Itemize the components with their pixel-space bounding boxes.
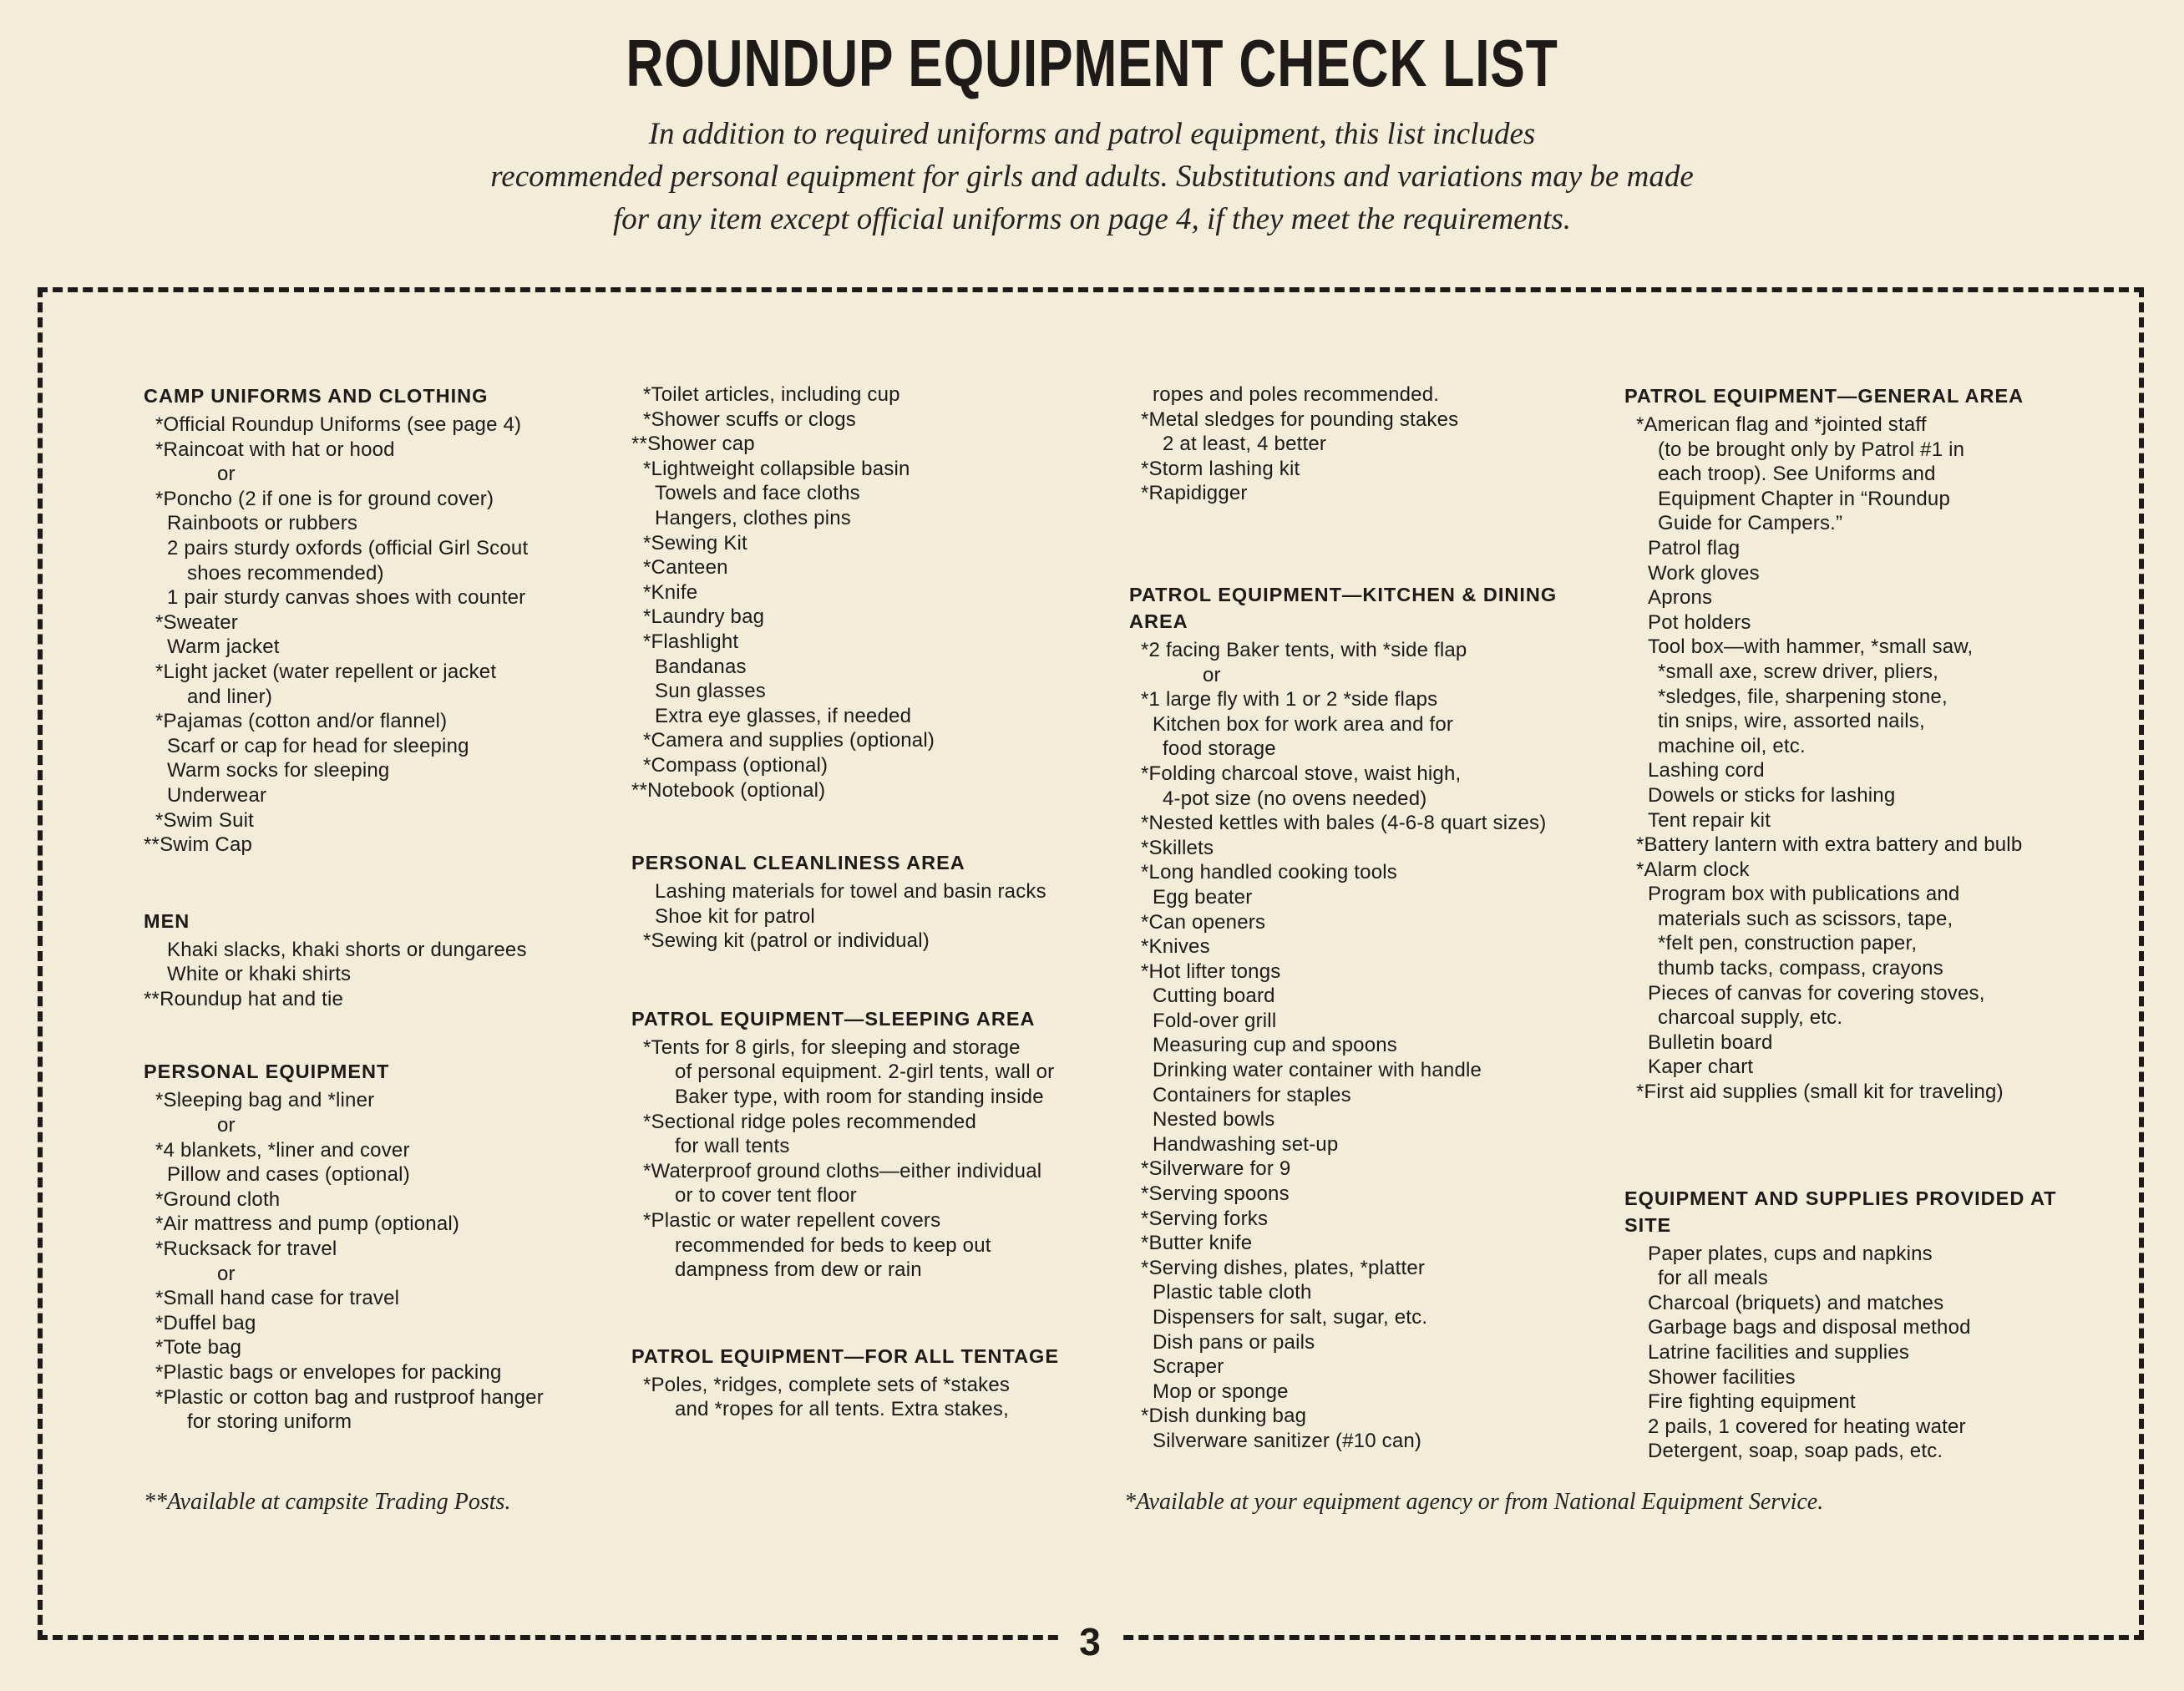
checklist-item: *Poncho (2 if one is for ground cover) (155, 487, 494, 510)
checklist-item: Aprons (1648, 586, 1713, 610)
checklist-item: Dish pans or pails (1153, 1330, 1315, 1354)
checklist-item: *Ground cloth (155, 1187, 281, 1211)
checklist-item: charcoal supply, etc. (1658, 1006, 1843, 1030)
checklist-item: *Silverware for 9 (1141, 1157, 1291, 1181)
checklist-item: Baker type, with room for standing inside (675, 1086, 1044, 1109)
checklist-item: Sun glasses (655, 680, 766, 703)
checklist-item: Bandanas (655, 655, 747, 678)
checklist-item: materials such as scissors, tape, (1658, 907, 1953, 930)
checklist-item: or (1203, 663, 1221, 686)
checklist-item: *Sweater (155, 610, 238, 634)
checklist-item: machine oil, etc. (1658, 734, 1806, 757)
checklist-item: 2 pails, 1 covered for heating water (1648, 1415, 1966, 1438)
section-heading: PATROL EQUIPMENT—GENERAL AREA (1624, 385, 2024, 407)
checklist-item: or (217, 1114, 236, 1137)
checklist-section (1624, 382, 2092, 1105)
checklist-item: of personal equipment. 2-girl tents, wall or (675, 1061, 1055, 1084)
column-1 (144, 382, 628, 1475)
checklist-section (631, 1005, 1107, 1283)
checklist-item: *Serving spoons (1141, 1182, 1290, 1206)
checklist-item: *small axe, screw driver, pliers, (1658, 660, 1939, 683)
section-heading: PATROL EQUIPMENT—KITCHEN & DINING AREA (1129, 583, 1558, 632)
checklist-item: *Shower scuffs or clogs (643, 408, 856, 431)
checklist-item: dampness from dew or rain (675, 1258, 922, 1282)
checklist-item: Lashing cord (1648, 759, 1765, 782)
checklist-item: *Canteen (643, 556, 728, 580)
checklist-item: *Flashlight (643, 630, 739, 653)
checklist-item: shoes recommended) (187, 561, 384, 585)
checklist-item: *Duffel bag (155, 1311, 256, 1334)
checklist-item: Containers for staples (1153, 1083, 1351, 1106)
checklist-item: Charcoal (briquets) and matches (1648, 1291, 1944, 1314)
checklist-item: Rainboots or rubbers (167, 512, 358, 535)
checklist-item: and liner) (187, 685, 273, 708)
checklist-item: *Compass (optional) (643, 753, 829, 777)
checklist-item: *Camera and supplies (optional) (643, 729, 935, 752)
checklist-item: Measuring cup and spoons (1153, 1034, 1397, 1057)
checklist-item: Drinking water container with handle (1153, 1059, 1482, 1082)
checklist-item: **Shower cap (631, 433, 755, 456)
checklist-item: 2 at least, 4 better (1163, 433, 1327, 456)
checklist-item: for storing uniform (187, 1410, 352, 1434)
checklist-item: *Small hand case for travel (155, 1287, 400, 1310)
checklist-item: 1 pair sturdy canvas shoes with counter (167, 586, 526, 610)
checklist-item: **Notebook (optional) (631, 778, 826, 802)
section-heading: CAMP UNIFORMS AND CLOTHING (144, 385, 489, 407)
checklist-item: *Hot lifter tongs (1141, 959, 1281, 983)
checklist-item: Latrine facilities and supplies (1648, 1341, 1910, 1364)
checklist-item: and *ropes for all tents. Extra stakes, (675, 1398, 1009, 1421)
checklist-item: tin snips, wire, assorted nails, (1658, 710, 1925, 733)
checklist-item: Patrol flag (1648, 536, 1741, 559)
checklist-item: *sledges, file, sharpening stone, (1658, 685, 1948, 708)
checklist-item: *Air mattress and pump (optional) (155, 1213, 460, 1236)
checklist-item: *2 facing Baker tents, with *side flap (1141, 638, 1467, 661)
checklist-item: Plastic table cloth (1153, 1281, 1312, 1304)
checklist-item: Tool box—with hammer, *small saw, (1648, 635, 1974, 659)
checklist-item: *Knives (1141, 935, 1210, 959)
checklist-section (631, 1343, 1107, 1422)
checklist-item: *Serving forks (1141, 1207, 1269, 1230)
checklist-item: each troop). See Uniforms and (1658, 463, 1936, 486)
checklist-item: *Sewing Kit (643, 531, 747, 554)
checklist-item: *Tote bag (155, 1336, 242, 1359)
column-4 (1624, 382, 2092, 1504)
checklist-item: ropes and poles recommended. (1153, 383, 1440, 406)
checklist-item: *Plastic or water repellent covers (643, 1209, 941, 1233)
checklist-item: *Skillets (1141, 836, 1214, 859)
checklist-item: *Serving dishes, plates, *platter (1141, 1256, 1426, 1279)
checklist-item: *Sewing kit (patrol or individual) (643, 929, 930, 953)
checklist-item: *Official Roundup Uniforms (see page 4) (155, 413, 522, 436)
checklist-section (1129, 382, 1614, 506)
intro-line: for any item except official uniforms on page 4, if they meet the requirements. (612, 202, 1572, 236)
checklist-section (631, 849, 1107, 954)
checklist-item: *American flag and *jointed staff (1636, 413, 1927, 436)
checklist-item: Scarf or cap for head for sleeping (167, 734, 469, 757)
section-heading: PATROL EQUIPMENT—FOR ALL TENTAGE (631, 1344, 1060, 1367)
section-heading: EQUIPMENT AND SUPPLIES PROVIDED AT SITE (1624, 1187, 2057, 1236)
checklist-item: *Sleeping bag and *liner (155, 1089, 375, 1112)
checklist-item: *Rapidigger (1141, 482, 1248, 505)
page-number: 3 (1061, 1617, 1119, 1667)
checklist-section (144, 382, 628, 858)
checklist-item: Shoe kit for patrol (655, 904, 815, 928)
checklist-item: Fold-over grill (1153, 1009, 1277, 1032)
checklist-item: *Metal sledges for pounding stakes (1141, 408, 1459, 431)
checklist-section (144, 1058, 628, 1434)
checklist-item: *Long handled cooking tools (1141, 861, 1397, 884)
checklist-item: (to be brought only by Patrol #1 in (1658, 438, 1965, 461)
checklist-item: Paper plates, cups and napkins (1648, 1242, 1933, 1265)
checklist-item: Warm jacket (167, 635, 280, 659)
checklist-item: Cutting board (1153, 985, 1275, 1008)
checklist-item: Dispensers for salt, sugar, etc. (1153, 1306, 1428, 1329)
checklist-item: Garbage bags and disposal method (1648, 1316, 1971, 1339)
footnote-trading-posts: **Available at campsite Trading Posts. (144, 1489, 511, 1515)
checklist-section (631, 382, 1107, 802)
checklist-item: or (217, 1262, 236, 1285)
checklist-item: *Rucksack for travel (155, 1238, 337, 1261)
checklist-item: *1 large fly with 1 or 2 *side flaps (1141, 688, 1438, 711)
checklist-item: **Swim Cap (144, 833, 253, 857)
checklist-item: Warm socks for sleeping (167, 759, 390, 782)
checklist-item: Bulletin board (1648, 1030, 1773, 1054)
page-title: ROUNDUP EQUIPMENT CHECK LIST (626, 26, 1558, 100)
checklist-item: Khaki slacks, khaki shorts or dungarees (167, 938, 527, 961)
checklist-item: White or khaki shirts (167, 963, 352, 986)
checklist-item: *Knife (643, 580, 698, 604)
checklist-item: Guide for Campers.” (1658, 512, 1843, 535)
checklist-item: *4 blankets, *liner and cover (155, 1138, 410, 1162)
checklist-item: Fire fighting equipment (1648, 1390, 1856, 1414)
checklist-item: 4-pot size (no ovens needed) (1163, 787, 1427, 810)
checklist-item: *Waterproof ground cloths—either individual (643, 1159, 1042, 1182)
checklist-item: Towels and face cloths (655, 482, 860, 505)
checklist-item: Equipment Chapter in “Roundup (1658, 487, 1951, 510)
checklist-item: Program box with publications and (1648, 883, 1960, 906)
checklist-item: Handwashing set-up (1153, 1132, 1339, 1156)
checklist-item: *Pajamas (cotton and/or flannel) (155, 710, 448, 733)
checklist-item: or (217, 463, 236, 486)
footnote-equipment-agency: *Available at your equipment agency or from National Equipment Service. (1124, 1489, 1824, 1515)
checklist-item: Egg beater (1153, 885, 1253, 909)
checklist-item: Pieces of canvas for covering stoves, (1648, 981, 1985, 1005)
checklist-item: Hangers, clothes pins (655, 506, 851, 529)
checklist-item: *Folding charcoal stove, waist high, (1141, 762, 1462, 785)
checklist-item: *Laundry bag (643, 605, 765, 629)
checklist-item: *Can openers (1141, 910, 1266, 934)
checklist-item: Lashing materials for towel and basin racks (655, 880, 1046, 904)
checklist-item: Kitchen box for work area and for (1153, 712, 1454, 736)
section-heading: PERSONAL EQUIPMENT (144, 1061, 390, 1083)
checklist-item: Tent repair kit (1648, 808, 1771, 832)
checklist-item: 2 pairs sturdy oxfords (official Girl Scout (167, 536, 529, 559)
checklist-item: *Alarm clock (1636, 858, 1750, 881)
checklist-item: *felt pen, construction paper, (1658, 932, 1918, 955)
checklist-item: *Nested kettles with bales (4-6-8 quart sizes) (1141, 812, 1547, 835)
checklist-item: for all meals (1658, 1267, 1768, 1290)
checklist-item: *Battery lantern with extra battery and bulb (1636, 833, 2023, 857)
checklist-item: Mop or sponge (1153, 1380, 1289, 1403)
checklist-item: **Roundup hat and tie (144, 987, 344, 1010)
checklist-section (144, 908, 628, 1012)
checklist-item: *Toilet articles, including cup (643, 383, 900, 406)
checklist-item: Pot holders (1648, 610, 1751, 634)
checklist-section (1624, 1185, 2092, 1464)
checklist-item: Dowels or sticks for lashing (1648, 783, 1896, 807)
checklist-item: Detergent, soap, soap pads, etc. (1648, 1440, 1943, 1463)
checklist-item: *First aid supplies (small kit for traveling) (1636, 1081, 2004, 1104)
checklist-item: Kaper chart (1648, 1056, 1754, 1079)
intro-line: In addition to required uniforms and patrol equipment, this list includes (648, 117, 1536, 151)
checklist-item: Silverware sanitizer (#10 can) (1153, 1429, 1422, 1452)
checklist-item: thumb tacks, compass, crayons (1658, 957, 1943, 980)
column-3 (1129, 382, 1614, 1494)
checklist-item: or to cover tent floor (675, 1184, 857, 1207)
checklist-item: *Storm lashing kit (1141, 457, 1300, 480)
checklist-item: *Lightweight collapsible basin (643, 457, 910, 480)
checklist-item: Work gloves (1648, 561, 1760, 585)
checklist-item: *Light jacket (water repellent or jacket (155, 660, 497, 683)
column-2 (631, 382, 1107, 1462)
checklist-item: recommended for beds to keep out (675, 1233, 991, 1257)
checklist-item: *Swim Suit (155, 808, 255, 832)
checklist-item: food storage (1163, 737, 1276, 761)
checklist-item: Shower facilities (1648, 1365, 1796, 1389)
section-heading: PERSONAL CLEANLINESS AREA (631, 852, 965, 874)
checklist-item: *Poles, *ridges, complete sets of *stakes (643, 1373, 1011, 1396)
checklist-item: Extra eye glasses, if needed (655, 704, 912, 727)
checklist-item: *Plastic bags or envelopes for packing (155, 1361, 502, 1384)
checklist-item: *Butter knife (1141, 1232, 1253, 1255)
checklist-section (1129, 581, 1614, 1454)
intro-paragraph (317, 113, 1867, 240)
section-heading: PATROL EQUIPMENT—SLEEPING AREA (631, 1007, 1036, 1030)
checklist-item: Scraper (1153, 1355, 1224, 1379)
checklist-item: *Sectional ridge poles recommended (643, 1110, 977, 1133)
checklist-item: *Plastic or cotton bag and rustproof hanger (155, 1385, 544, 1409)
checklist-item: Underwear (167, 783, 267, 807)
checklist-item: *Raincoat with hat or hood (155, 438, 395, 461)
checklist-item: for wall tents (675, 1135, 790, 1158)
checklist-item: Pillow and cases (optional) (167, 1163, 410, 1187)
checklist-item: Nested bowls (1153, 1108, 1275, 1132)
intro-line: recommended personal equipment for girls and adults. Substitutions and variations may be made (490, 159, 1694, 194)
section-heading: MEN (144, 909, 190, 932)
checklist-item: *Dish dunking bag (1141, 1405, 1307, 1428)
checklist-item: *Tents for 8 girls, for sleeping and storage (643, 1035, 1021, 1059)
